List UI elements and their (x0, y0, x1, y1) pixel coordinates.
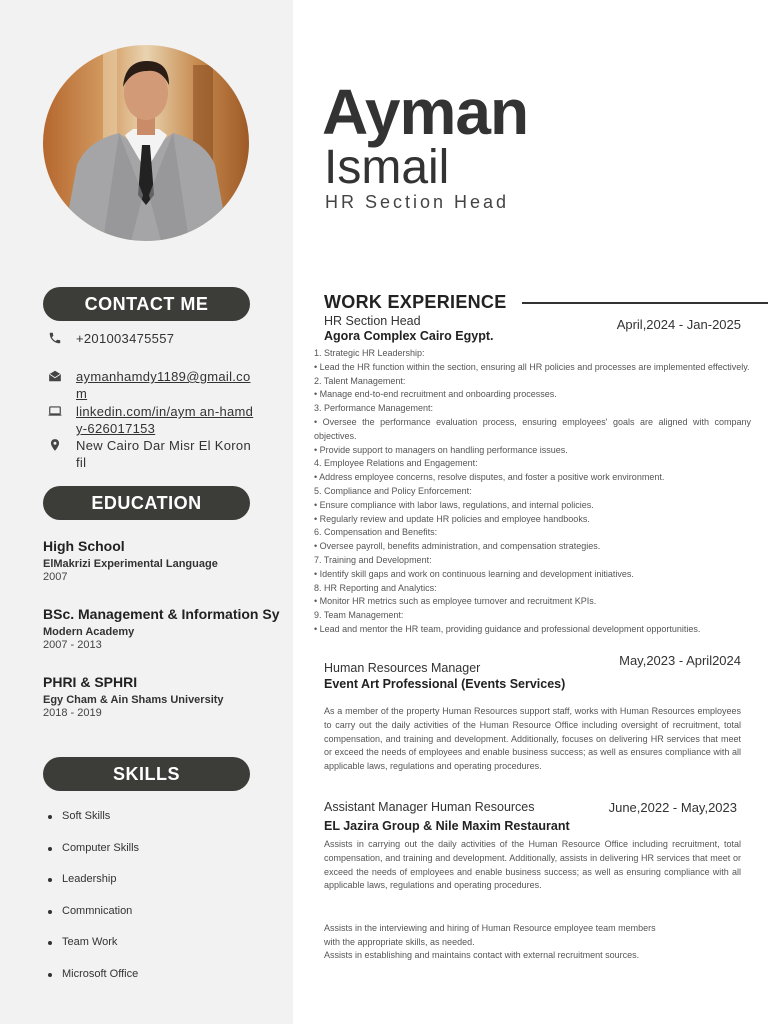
job-description: Assists in carrying out the daily activities of the Human Resource Office including recruitment, total compensation, and training and development. Additionally, assists in delivering HR services that meet or exceed the needs of employees and enable business success; as well as ensuring compliance with all applicable laws, regulations and operating procedures. (324, 839, 741, 891)
skill-item: Microsoft Office (48, 968, 139, 1000)
contact-phone[interactable]: +201003475557 (76, 331, 175, 346)
profile-photo (43, 45, 249, 241)
duty-line: 3. Performance Management: (314, 403, 434, 414)
education-years: 2007 - 2013 (43, 639, 102, 651)
duty-line: 5. Compliance and Policy Enforcement: (314, 485, 472, 496)
duty-line: • Regularly review and update HR policies and employee handbooks. (314, 513, 590, 524)
duty-line: • Lead and mentor the HR team, providing guidance and professional development opportunities. (314, 623, 701, 634)
job-description: As a member of the property Human Resources support staff, works with Human Resources employees to carry out the daily activities of the Human Resource Office including oversight of recruitment, total compensation, and training and development. Additionally, focuses on delivering HR services that meet or exceed the needs of employees and enable business success; as well as ensures compliance with all applicable laws, regulations and operating procedures. (324, 706, 741, 772)
location-pin-icon (48, 438, 64, 454)
job-dates: May,2023 - April2024 (619, 653, 741, 668)
duty-line: • Monitor HR metrics such as employee turnover and recruitment KPIs. (314, 596, 597, 607)
duty-line: • Ensure compliance with labor laws, regulations, and internal policies. (314, 499, 594, 510)
duty-line: • Oversee payroll, benefits administration, and compensation strategies. (314, 541, 601, 552)
duty-line: 8. HR Reporting and Analytics: (314, 582, 437, 593)
skill-item: Computer Skills (48, 842, 139, 874)
contact-phone-row (48, 330, 254, 347)
education-item (43, 537, 293, 583)
duty-line: • Identify skill gaps and work on continuous learning and development initiatives. (314, 568, 634, 579)
education-school: ElMakrizi Experimental Language (43, 558, 218, 570)
education-school: Egy Cham & Ain Shams University (43, 694, 224, 706)
skill-item: Team Work (48, 936, 139, 968)
education-years: 2007 (43, 571, 68, 583)
duty-line: • Oversee the performance evaluation process, ensuring employees' goals are aligned with company objectives. (314, 416, 751, 441)
duty-line: • Address employee concerns, resolve disputes, and foster a positive work environment. (314, 472, 665, 483)
envelope-icon (48, 369, 64, 385)
job-description-extra: Assists in the interviewing and hiring of Human Resource employee team members with the appropriate skills, as needed. (324, 923, 656, 947)
job-duties (314, 347, 751, 637)
skill-item: Soft Skills (48, 810, 139, 842)
duty-line: • Lead the HR function within the section, ensuring all HR policies and processes are implemented effectively. (314, 361, 750, 372)
skill-item: Leadership (48, 873, 139, 905)
duty-line: • Manage end-to-end recruitment and onboarding processes. (314, 389, 557, 400)
education-degree: BSc. Management & Information Sy (43, 606, 280, 622)
job-description-extra: Assists in establishing and maintains contact with external recruitment sources. (324, 950, 640, 960)
job-company: Agora Complex Cairo Egypt. (324, 329, 494, 343)
job-company: Event Art Professional (Events Services) (324, 677, 566, 691)
duty-line: • Provide support to managers on handling performance issues. (314, 444, 568, 455)
education-school: Modern Academy (43, 626, 135, 638)
duty-line: 6. Compensation and Benefits: (314, 527, 438, 538)
first-name: Ayman (322, 76, 529, 148)
duty-line: 9. Team Management: (314, 610, 404, 621)
job-title: HR Section Head (324, 314, 421, 328)
education-years: 2018 - 2019 (43, 707, 102, 719)
education-degree: PHRI & SPHRI (43, 674, 138, 690)
contact-heading: CONTACT ME (43, 287, 250, 321)
phone-icon (48, 331, 64, 347)
education-heading: EDUCATION (43, 486, 250, 520)
duty-line: 2. Talent Management: (314, 375, 406, 386)
work-experience-heading: WORK EXPERIENCE (324, 292, 507, 312)
education-item (43, 605, 293, 651)
skill-item: Commnication (48, 905, 139, 937)
contact-address: New Cairo Dar Misr El Koronfil (76, 438, 251, 470)
contact-linkedin-row (48, 403, 254, 437)
skills-heading: SKILLS (43, 757, 250, 791)
education-item (43, 673, 293, 719)
job-company: EL Jazira Group & Nile Maxim Restaurant (324, 819, 570, 833)
section-divider (522, 302, 768, 304)
duty-line: 1. Strategic HR Leadership: (314, 348, 425, 358)
duty-line: 4. Employee Relations and Engagement: (314, 458, 478, 469)
duty-line: 7. Training and Development: (314, 554, 432, 565)
contact-email-row (48, 368, 254, 402)
contact-email[interactable]: aymanhamdy1189@gmail.com (76, 369, 251, 401)
laptop-icon (48, 404, 64, 420)
last-name: Ismail (324, 141, 450, 194)
job-title: Assistant Manager Human Resources (324, 800, 535, 814)
education-degree: High School (43, 538, 125, 554)
job-dates: June,2022 - May,2023 (608, 800, 737, 815)
job-title: Human Resources Manager (324, 661, 481, 675)
job-dates: April,2024 - Jan-2025 (616, 317, 741, 332)
job-title: HR Section Head (325, 192, 510, 212)
skills-list (48, 810, 139, 999)
contact-address-row (48, 437, 254, 471)
contact-linkedin[interactable]: linkedin.com/in/aym an-hamdy-626017153 (76, 404, 254, 436)
